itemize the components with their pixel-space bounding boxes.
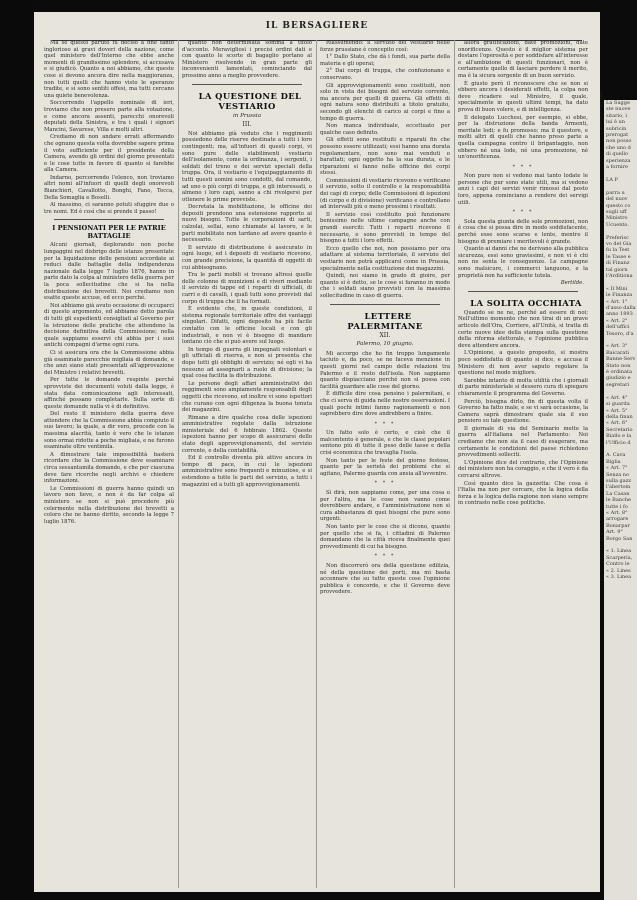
adjacent-page-line: del nuov (606, 196, 628, 203)
adjacent-page-line: « Art. 8° (606, 510, 628, 516)
adjacent-page-line: Biglia (606, 458, 621, 465)
adjacent-page-line: Banne-Serv (606, 356, 636, 363)
paragraph: Noi abbiamo già veduto che i reggimenti possiedono delle riserve destinate a tutti i loro contingenti; ma, all'infuori di questi corpi, vi sono pure delle stabilimenti vestiario dell'isolamento, come la ordinanza, i sergenti, i soldati del treno e dei servizi speciali della truppa. Ora, il vestiario e l'equipaggiamento di tutti questi uomini sono condotti, dal comando, ad uno o più corpi di truppa, e gli interessati, o almeno i loro capi, sanno a chi rivolgersi per ottenere le prime provviste. (182, 130, 312, 203)
paragraph: 1° Dallo Stato, che dà i fondi, sua parte della materia e gli operai; (320, 54, 450, 67)
paragraph: È difficile dire cosa pensino i palermitani, e che ci serva di guida nelle nostre osservazioni. I quali pochi intimi fanno ragionamenti e non saprebbero dire dove andrebbero a finire. (320, 391, 450, 418)
adjacent-page-line: Scarperia, (606, 554, 633, 561)
article-heading: LETTERE PALERMITANE (347, 310, 423, 331)
adjacent-page-line: Biallo e la (606, 433, 632, 440)
signature: Bertilde. (560, 280, 584, 287)
adjacent-page-line: le Finanza (606, 292, 633, 299)
adjacent-page-line: fu la Test (606, 247, 630, 254)
adjacent-page-line: Ministro (606, 215, 628, 222)
adjacent-page-line: l'abertom (606, 484, 631, 491)
paragraph: Sì dirà, non sappiamo come, per una cosa o per l'altra, ma le cose non vanno come dovrebbero andare, e l'amministrazione non si cura abbastanza di quei bisogni che pure sono urgenti. (320, 490, 450, 523)
paragraph: Un fatto solo è certo, e cioè che il malcontento è generale, e che le classi popolari sentono più di tutte il peso delle tasse e della crisi economica che travaglia l'isola. (320, 430, 450, 457)
adjacent-page-line: « 3. Linea (606, 574, 632, 581)
adjacent-page-line: della finan (606, 413, 633, 420)
paragraph: Ci si assicura ora che la Commissione abbia già esaminate parecchie migliaia di domande, e che anzi siano stati presentati all'approvazione del Ministro i relativi brevetti. (44, 349, 174, 376)
column-divider (316, 40, 317, 888)
column-1 (44, 40, 174, 888)
paragraph: Decretata la mobilitazione, le officine dei depositi prendono una estensione rapporto ai nuovi bisogni. Tutte le corporazioni di sarti, calzolai, sellai, sono chiamate al lavoro, e le parti mobilitate non tardano ad avere quanto è necessario. (182, 204, 312, 244)
paragraph: Il servizio così costituito può funzionare benissimo nelle ultime campagne anche con grandi eserciti: Tutti i reparti ricevono il necessario, e sono provvisti in tempo del bisogno a tutti i loro effetti. (320, 211, 450, 245)
paragraph: Ed il controllo diventa più attivo ancora in tempo di pace, in cui le ispezioni amministrative sono frequenti e minuziose, e si estendono a tutte le parti del servizio, a tutti i magazzini ed a tutti gli approvvigionamenti. (182, 455, 312, 488)
separator-stars: * * * (512, 163, 534, 170)
paragraph: Non pure non si vedono mai tanto lodate le persone che pur sono state utili, ma si vedono anzi i capi dei servizi venir rimossi dal posto loro, appena cominciano a rendere dei servigi utili. (458, 173, 588, 206)
paragraph: Soccorrendo l'appello nominale di ieri, troviamo che non presero parte alla votazione, e come ancora assenti, parecchi onorevoli deputati della Sinistra, e tra i quali i signori Mancini, Savarese, Villa e molti altri. (44, 100, 174, 133)
separator-stars: * * * (374, 553, 396, 560)
adjacent-page-line: « 1. Linea (606, 548, 632, 555)
paragraph: Le Commissioni di guerra hanno quindi un lavoro non lieve, e non è da far colpa al ministero se non si può procedere più celermente nella distribuzione dei brevetti a coloro che ne hanno diritto, secondo la legge 7 luglio 1876. (44, 485, 174, 525)
article-heading: I PENSIONATI PER LE PATRIE BATTAGLIE (52, 224, 166, 241)
section-rule (468, 291, 578, 292)
adjacent-page-line: prerogat (606, 132, 629, 139)
adjacent-page-line: parra u (606, 189, 625, 196)
paragraph: In tempo di guerra gli impegnati volontari e gli ufficiali di riserva, e non si presenta che dopo tutti gli obblighi di servizio; né egli vi ha nessuno ad assegnarli a ruolo di divisione; la qual cosa facilita la distribuzione. (182, 346, 312, 380)
adjacent-page-line: è ordinata (606, 369, 632, 376)
adjacent-page-line: questo co (606, 202, 631, 209)
paragraph: Le persone degli affari amministrativi dei reggimenti sono ampiamente responsabili degli oggetti che ricevono, ed inoltre vi sono ispettori che curano con ogni diligenza la buona tenuta dei magazzini. (182, 380, 312, 414)
separator-stars: * * * (374, 480, 396, 487)
article-heading: LA QUESTIONE DEL VESTIARIO (198, 90, 302, 111)
column-2 (182, 40, 312, 888)
adjacent-page-line: Senza no (606, 471, 630, 478)
paragraph: Commissioni di vestiario ricevono e verificano il servizio, sotto il controllo e la responsabilità dei capi di corpo; delle Commissioni di ispezioni (di corpo e di divisione) verificano e controllano ad intervalli più o meno prossimi i risultati. (320, 177, 450, 211)
adjacent-page-line: sobricin (606, 125, 627, 132)
adjacent-page-line: anno 1893 (606, 311, 633, 318)
paragraph: Del resto il ministero della guerra deve attendere che la Commissione abbia compiuto il suo lavoro; la quale, a dir vero, procede con la massima alacrità, tanto è vero che le istanze sono ormai ridotte a poche migliaia, e ne furono esaminate oltre ventimila. (44, 411, 174, 451)
adjacent-page-line: l'Arditiona (606, 272, 633, 279)
adjacent-page-line: Baicarati (606, 349, 630, 356)
column-3 (320, 40, 450, 888)
paragraph: Gli approvvigionamenti sono costituiti, non solo in vista dei bisogni del servizio corrente, ma ancora per quelli di guerra. Gli effetti di ogni natura sono distribuiti a titolo gratuito, secondo gli elenchi di carico ai corpi e fino a tempo di guerra. (320, 82, 450, 122)
paragraph: Per tutte le domande respinte perché sprovviste dei documenti voluti dalla legge, è stata data comunicazione agli interessati, affinché possano completarle. Sulla sorte di queste domande nulla vi è di definitivo. (44, 377, 174, 410)
paragraph: Mi accorgo che ho fin troppo lungamente taciuto e, da poco, se ne faceva menzione in questi giorni nel campo delle relazioni tra Palermo e il resto dell'isola. Non sappiamo quanto dispiacciano perché non si possa con facilità guardare alle cose del giorno. (320, 350, 450, 390)
adjacent-page-line: « Art. 1° (606, 298, 628, 305)
adjacent-page-line: « Art. 7° (606, 465, 628, 472)
paragraph: Crediamo di non andare errati affermando che ognuno questa volta dovrebbe sapere prima il voto sufficiente per il presidente della Camera, avendo gli ordini del giorno presentati e le cose tutte in favore di quanto si farebbe alla Camera. (44, 134, 174, 174)
adjacent-page-line: Borgo San (606, 535, 633, 542)
adjacent-page-line: « Art. 2° (606, 317, 628, 324)
adjacent-page-line: Ucuento. (606, 221, 629, 228)
paragraph: A dimostrare tale impossibilità basterà ricordare che la Commissione deve esaminare circa sessantamila domande, e che per ciascuna deve fare ricerche negli archivi e chiedere informazioni. (44, 451, 174, 485)
paragraph: Così quanto dice la gazzetta: Che cosa è l'Italia ma non per cercare, che la logica della forza e la logica della ragione non siano sempre in contrasto nelle cose politiche. (458, 480, 588, 507)
adjacent-page-line: dell'uffici (606, 324, 630, 331)
paragraph: Quanto ai danni che ne derivano alla pubblica sicurezza, essi sono gravissimi, e non vi è chi non ne senta le conseguenze. Le campagne sono malsicure, i commerci languono, e la proprietà non ha sufficiente tutela. (458, 246, 588, 279)
paragraph: Riassumendo: il servizio del vestiario nelle forze prussiane è concepito così: (320, 40, 450, 53)
adjacent-page-line: Preferisc (606, 234, 629, 241)
adjacent-page-strip (604, 100, 637, 900)
article-heading: LA SOLITA OCCHIATA (470, 297, 582, 308)
paragraph: Il giornale di via del Seminario mette la guerra all'italiana nel Parlamento: Noi crediamo che non sia il caso di esagerare, ma certamente le condizioni del paese richiedono provvedimenti solleciti. (458, 425, 588, 459)
paragraph: 2° Dai corpi di truppa, che confezionano e conservano. (320, 68, 450, 81)
adjacent-page-line: « Art. 4° (606, 394, 628, 401)
adjacent-page-line: sulla gazz (606, 477, 632, 484)
paragraph: È giusto però il riconoscere che se non si ebbero ancora i desiderati effetti, la colpa non deve ricadere sul Ministro, il quale, specialmente in questi ultimi tempi, ha dato prova di buon volere, e di intelligenza. (458, 80, 588, 113)
adjacent-page-line: Secretario (606, 426, 633, 433)
section-rule (330, 304, 440, 305)
paragraph: Perciò, bisogna dirlo, fin di questa volta il Governo ha fatto male, e se vi sarà occasione, la Camera saprà dimostrare quale sia il suo pensiero su tale questione. (458, 398, 588, 425)
scan-left-edge (0, 0, 30, 900)
paragraph: Quindi, noi siamo in grado di gioire, per quanto si è detto, se le cose si faranno in modo che i soldati siano provvisti con la massima sollecitudine in caso di guerra. (320, 273, 450, 299)
paragraph: Il delegato Lucchesi, per esempio, si ebbe, per la distruzione della banda Armenti, meritate lodi; e fu promosso; ma il questore, e molti altri di quelli che hanno preso parte a quella campagna contro il brigantaggio, non ebbero né una lode, né una promozione, né un'onorificenza. (458, 114, 588, 161)
adjacent-page-line: Contro le (606, 561, 630, 568)
adjacent-page-line: arrogare (606, 516, 629, 523)
adjacent-page-line: le Banche (606, 497, 632, 504)
part-number: XII. (379, 331, 391, 339)
paragraph: Quando se ne ne, perché ad essere di noi; Nell'ultimo momento che non tirai di un grave articolo dell'Ora, Corriere, all'Unità, si tratta di certe nuove idee della stampa sulla questione della riforma elettorale, e l'opinione pubblica deve attendere ancora. (458, 309, 588, 349)
separator-stars: * * * (512, 209, 534, 216)
adjacent-page-line: sperienza (606, 157, 631, 164)
adjacent-page-line: sugli uff (606, 208, 627, 215)
paragraph: allora gratificazioni, date promozioni, date onorificenze. Questo è il miglior sistema per destare l'operosità e per soddisfare all'interesse e all'ambizione di questi funzionari, non è certamente quello di lasciare perdere il merito, ma è la sicura sorgente di un buon servizio. (458, 40, 588, 79)
paragraph: Non discorrerò ora della questione edilizia, né della questione dei porti, ma mi basta accennare che su tutte queste cose l'opinione pubblica è concorde, e che il Governo deve provvedere. (320, 562, 450, 596)
column-divider (178, 40, 179, 888)
paragraph: Tra le parti mobili si trovano altresì quelle delle colonne di munizioni e di viveri mediante il servizio di tappe ed i reparti di ufficiali, di carri e di cavalli, i quali tutti sono provvisti dal corpo di truppa che li ha formati. (182, 272, 312, 305)
paragraph: Sola questa giunta delle sole promozioni, non è cosa che si possa dire in modo soddisfacente, perché esse sono scarse e lente, mentre il bisogno di premiare i meritevoli è grande. (458, 218, 588, 245)
adjacent-page-line: giudizio e (606, 375, 631, 382)
adjacent-page-line: Bonarpar (606, 522, 630, 529)
adjacent-page-line: Stato non (606, 362, 631, 369)
adjacent-page-line: « 2. Lines (606, 567, 631, 574)
adjacent-page-line: di Finanz (606, 260, 630, 267)
paragraph: Sarebbe intanto di molta utilità che i giornali di parte ministeriale si dessero cura di spiegare chiaramente il programma del Governo. (458, 377, 588, 397)
adjacent-page-line: che uno d (606, 144, 631, 151)
column-divider (454, 40, 455, 888)
article-subheading: in Prussia (232, 112, 262, 119)
paragraph: Il servizio di distribuzione è assicurato in ogni luogo, ed i depositi di vestiario ricevono, con grande precisione, la quantità di oggetti di cui abbisognano. (182, 244, 312, 271)
adjacent-page-line: non posso (606, 138, 632, 145)
adjacent-page-line: « Art. 6° (606, 420, 628, 427)
paragraph: Al massimo, ci saranno potuti sfuggire due o tre nomi. Ed è così che si prende il passo! (44, 202, 174, 215)
paragraph: L'Opinione, a questo proposito, si mostra poco soddisfatta di quanto si dice, e accusa il Ministero di non aver saputo regolare la questione nel modo migliore. (458, 350, 588, 377)
adjacent-page-line: La Casan (606, 490, 630, 497)
adjacent-page-line: lui è un (606, 119, 625, 126)
paragraph: L'Opinione dice del contrario, che l'Opinione del ministero non ha coraggio, e che il vero è da cercarsi altrove. (458, 459, 588, 480)
paragraph: È evidente che, in queste condizioni, il sistema regionale territoriale offre dei vantaggi singolari. Difatti, ogni deposito ha più facile contatto con le officine locali e con gli industriali, e non vi è bisogno di mandare lontano ciò che si può avere sul luogo. (182, 306, 312, 346)
adjacent-page-line: di quello (606, 151, 628, 158)
adjacent-page-line: LA P (606, 176, 618, 183)
adjacent-page-line: l'Ufficio d (606, 439, 631, 446)
adjacent-page-line: d'asso dalla (606, 305, 636, 311)
paragraph: Gli effetti sono restituiti e riparati fin che possono essere utilizzati; essi hanno una durata regolamentare, non sono mai venduti o barattati; ogni oggetto ha la sua durata, e le riparazioni si fanno nelle officine dei corpi stessi. (320, 137, 450, 177)
adjacent-page-line: A. Cava (606, 452, 626, 459)
paragraph: Ma se questo partito fu deciso a fine tanto inglorioso ai gravi doveri della nazione, come quel ministero dell'Interno che ebbe anche momenti di grandissimo splendore, si accusava e si giudicò. Quanto a noi abbiamo, che queste cose si devono ancora dire nella maggioranza, non tutti quelli che hanno visto le speranze tradite, e si sono sentiti offesi, ma tutti cercano una quiete benevolenza. (44, 40, 174, 99)
adjacent-page-line: si guarda (606, 401, 630, 408)
paragraph: Ecco quello che noi, non possiamo per ora adattare al sistema territoriale, il servizio del vestiario non potrà applicarsi come in Prussia, specialmente nella costituzione dei magazzini. (320, 245, 450, 272)
newspaper-title: IL BERSAGLIERE (265, 21, 369, 31)
paragraph: Rimane a dire qualche cosa delle ispezioni amministrative regolate dalla istruzione ministeriale del 6 febbraio 1862. Queste ispezioni hanno per scopo di assicurarsi dello stato degli approvvigionamenti, del servizio corrente, e della contabilità. (182, 414, 312, 454)
adjacent-page-line: a fornire (606, 164, 628, 171)
paragraph: Non tanto per le feste del giorno festoso, quanto per la serietà dei problemi che si agitano, Palermo guarda con ansia all'avvenire. (320, 457, 450, 477)
newspaper-page (34, 12, 600, 892)
column-4 (458, 40, 588, 888)
adjacent-page-line: Tesoro, d'a (606, 330, 634, 337)
paragraph: Alcuni giornali, deplorando non poche lungaggini nel disbrigo delle istanze presentate per la liquidazione delle pensioni accordate ai reduci dalle battaglie della indipendenza nazionale dalla legge 7 luglio 1876, hanno in parte dato la colpa al ministero della guerra per la poca sollecitudine che si ha nella distribuzione dei brevetti. Noi crediamo non esatte queste accuse, ed ecco perché. (44, 242, 174, 302)
section-rule (54, 219, 164, 220)
binding-mark (600, 90, 602, 130)
adjacent-page-line: le Tasse e (606, 253, 631, 260)
separator-stars: * * * (374, 420, 396, 427)
section-rule (192, 84, 302, 85)
paragraph: Noi abbiamo già avuto occasione di occuparci di questo argomento, ed abbiamo detto parola di tutti gli espedienti consigliati al Governo per la istruzione delle pratiche che attendono la decisione definitiva della Commissione; nella quale sappiamo esservi chi abbia per i suoi antichi compagni d'arme ogni cura. (44, 302, 174, 349)
adjacent-page-line: sitario, i (606, 112, 627, 119)
adjacent-page-line: Art. 9° (606, 529, 623, 536)
adjacent-page-line: « Art. 5° (606, 407, 628, 414)
paragraph: Non manca individuale, eccettuato per qualche caso definito. (320, 123, 450, 136)
adjacent-page-line: tal giorn (606, 266, 628, 273)
paragraph: quanto non determinata somma a titolo d'acconto. Meravigliosi i precisi ordini dati e con quanto le scorte di bagaglio portano al Ministero risolvendo in gran parte gli inconvenienti lamentati, cominciando dal prossimo anno a meglio provvedere. (182, 40, 312, 79)
part-number: III. (242, 121, 252, 129)
paragraph: Indarno, percorrendo l'elenco, non troviamo altri nomi all'infuori di quelli degli onorevoli Bianchieri, Cavallotto, Bonghi, Fano, Tecca, Della Somaglia e Boselli. (44, 174, 174, 201)
dateline: Palermo, 10 giugno. (356, 341, 414, 348)
adjacent-page-line: « Art. 3° (606, 343, 628, 350)
paragraph: Non tanto per le cose che si dicono, quanto per quello che si fa, i cittadini di Palermo domandano che la città riceva finalmente quei provvedimenti di cui ha bisogno. (320, 524, 450, 550)
adjacent-page-line: tutte i fo (606, 503, 628, 510)
adjacent-page-line: « Il Mini (606, 285, 628, 292)
running-header (34, 18, 600, 34)
adjacent-page-line: vo del Gia (606, 240, 632, 247)
adjacent-page-line: La Sugge (606, 100, 630, 106)
adjacent-page-line: segretari (606, 381, 630, 388)
adjacent-page-line: ste nuove (606, 106, 631, 113)
